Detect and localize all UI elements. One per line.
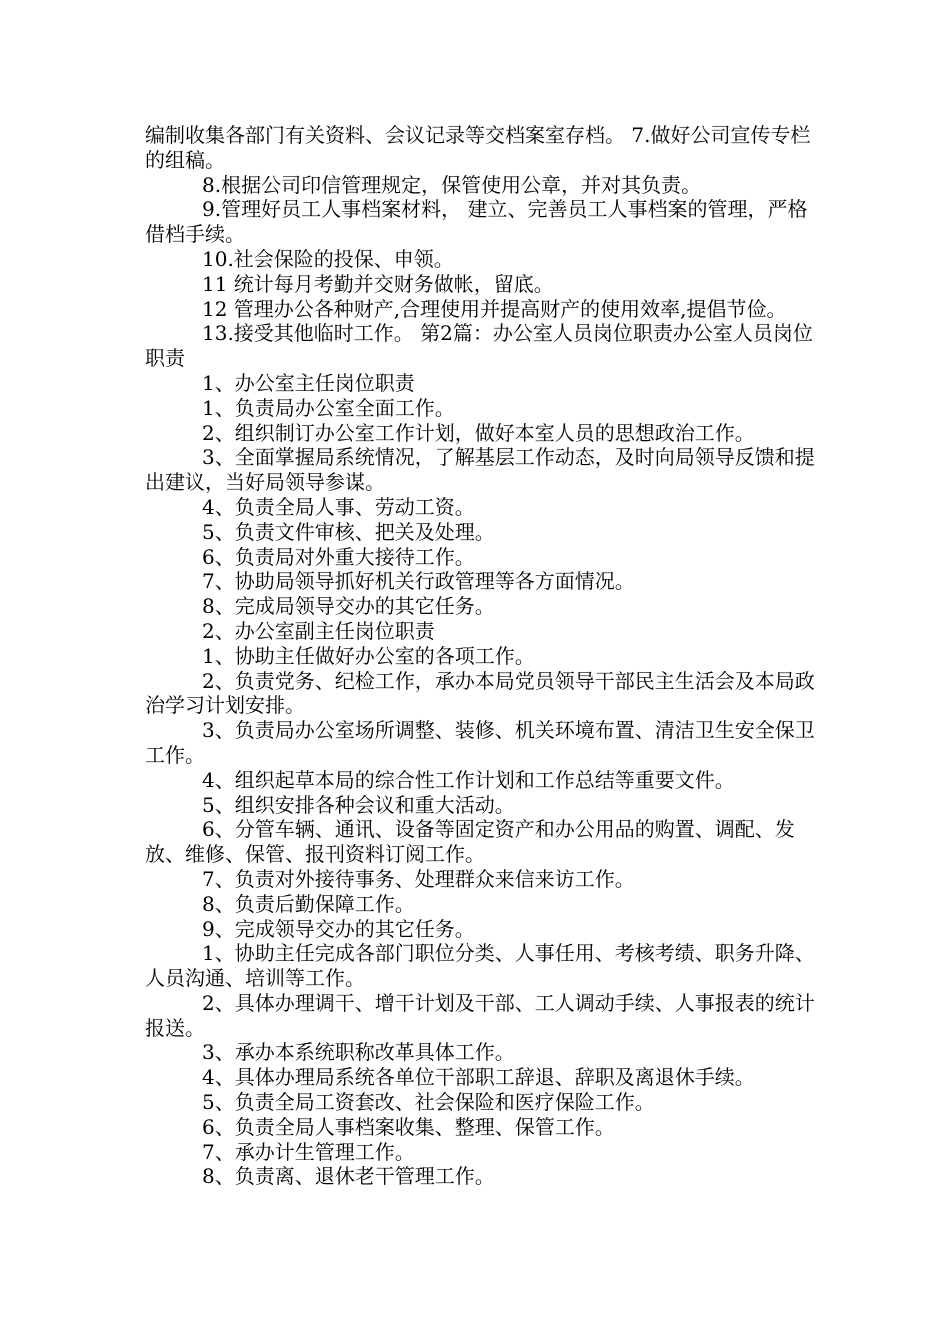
paragraph: 3、负责局办公室场所调整、装修、机关环境布置、清洁卫生安全保卫工作。: [145, 718, 815, 767]
paragraph: 4、负责全局人事、劳动工资。: [202, 494, 475, 519]
paragraph: 11 统计每月考勤并交财务做帐，留底。: [202, 271, 554, 296]
paragraph: 1、协助主任做好办公室的各项工作。: [202, 643, 535, 668]
paragraph: 8.根据公司印信管理规定，保管使用公章，并对其负责。: [202, 172, 702, 197]
paragraph: 4、组织起草本局的综合性工作计划和工作总结等重要文件。: [202, 767, 735, 792]
paragraph: 7、负责对外接待事务、处理群众来信来访工作。: [202, 866, 635, 891]
paragraph: 编制收集各部门有关资料、会议记录等交档案室存档。 7.做好公司宣传专栏的组稿。: [145, 123, 811, 172]
paragraph: 3、全面掌握局系统情况，了解基层工作动态，及时向局领导反馈和提出建议，当好局领导参谋。: [145, 445, 815, 495]
paragraph: 12 管理办公各种财产,合理使用并提高财产的使用效率,提倡节俭。: [202, 296, 787, 321]
paragraph: 2、组织制订办公室工作计划，做好本室人员的思想政治工作。: [202, 420, 755, 445]
paragraph: 1、负责局办公室全面工作。: [202, 395, 455, 420]
paragraph: 9.管理好员工人事档案材料， 建立、完善员工人事档案的管理，严格借档手续。: [145, 197, 808, 247]
paragraph: 7、承办计生管理工作。: [202, 1139, 415, 1164]
paragraph: 8、负责离、退休老干管理工作。: [202, 1164, 495, 1189]
section-heading: 1、办公室主任岗位职责: [202, 370, 415, 395]
paragraph: 2、具体办理调干、增干计划及干部、工人调动手续、人事报表的统计报送。: [145, 990, 815, 1040]
paragraph: 6、分管车辆、通讯、设备等固定资产和办公用品的购置、调配、发放、维修、保管、报刊资料订阅工作。: [145, 817, 795, 867]
paragraph: 2、负责党务、纪检工作，承办本局党员领导干部民主生活会及本局政治学习计划安排。: [145, 668, 815, 718]
paragraph: 7、协助局领导抓好机关行政管理等各方面情况。: [202, 569, 635, 594]
paragraph: 5、负责全局工资套改、社会保险和医疗保险工作。: [202, 1090, 655, 1115]
paragraph: 8、负责后勤保障工作。: [202, 891, 415, 916]
paragraph: 10.社会保险的投保、申领。: [202, 246, 454, 271]
paragraph: 6、负责全局人事档案收集、整理、保管工作。: [202, 1114, 615, 1139]
document-body: [145, 123, 815, 1189]
paragraph: 8、完成局领导交办的其它任务。: [202, 594, 495, 619]
paragraph: 5、负责文件审核、把关及处理。: [202, 519, 495, 544]
section-heading: 2、办公室副主任岗位职责: [202, 618, 435, 643]
paragraph: 13.接受其他临时工作。 第2篇：办公室人员岗位职责办公室人员岗位职责: [145, 321, 813, 371]
paragraph: 3、承办本系统职称改革具体工作。: [202, 1040, 515, 1065]
paragraph: 1、协助主任完成各部门职位分类、人事任用、考核考绩、职务升降、人员沟通、培训等工作。: [145, 941, 815, 991]
paragraph: 9、完成领导交办的其它任务。: [202, 916, 475, 941]
paragraph: 4、具体办理局系统各单位干部职工辞退、辞职及离退休手续。: [202, 1065, 755, 1090]
paragraph: 5、组织安排各种会议和重大活动。: [202, 792, 515, 817]
paragraph: 6、负责局对外重大接待工作。: [202, 544, 475, 569]
